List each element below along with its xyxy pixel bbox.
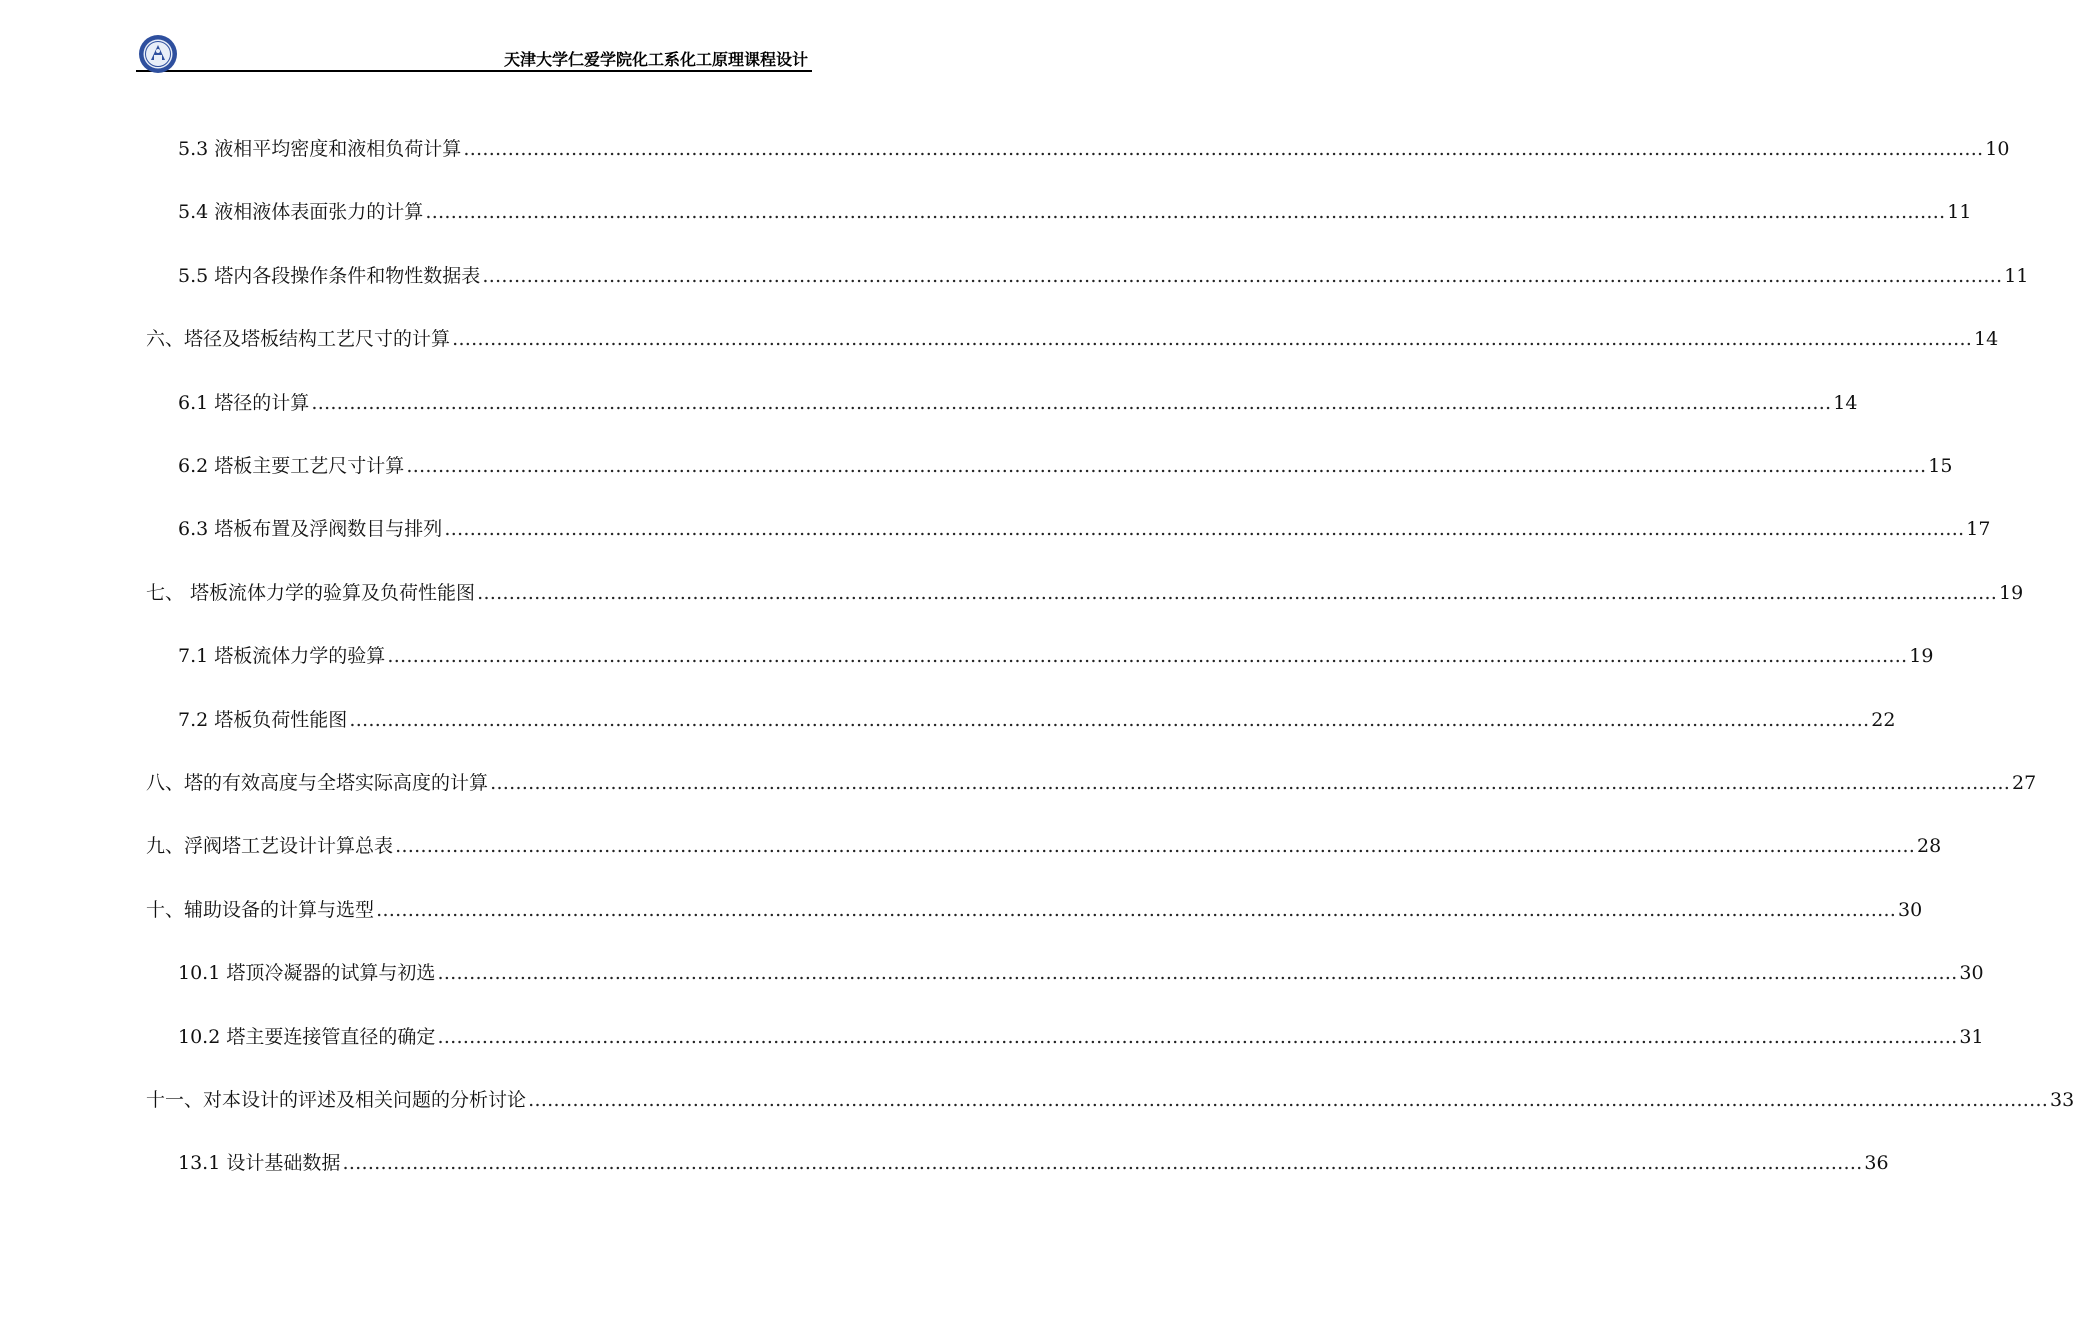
toc-leader-dots: …………………………………………………………………………………………………………………………………………………………………………………………………………………… — [311, 391, 1832, 414]
toc-entry[interactable] — [178, 958, 1984, 988]
toc-entry[interactable] — [146, 1085, 2074, 1115]
toc-entry-title: 六、塔径及塔板结构工艺尺寸的计算 — [146, 328, 451, 351]
toc-entry[interactable] — [178, 388, 1858, 418]
toc-entry-title: 10.2 塔主要连接管直径的确定 — [178, 1025, 436, 1048]
toc-entry-page: 30 — [1959, 962, 1984, 985]
toc-leader-dots: …………………………………………………………………………………………………………………………………………………………………………………………………………………… — [406, 455, 1927, 477]
toc-entry[interactable] — [178, 451, 1953, 481]
toc-entry-page: 15 — [1928, 455, 1953, 477]
toc-leader-dots: …………………………………………………………………………………………………………………………………………………………………………………………………………………… — [463, 138, 1984, 160]
toc-entry[interactable] — [178, 197, 1972, 227]
toc-entry-page: 22 — [1871, 708, 1896, 731]
toc-entry-title: 13.1 设计基础数据 — [178, 1152, 341, 1175]
toc-leader-dots: …………………………………………………………………………………………………………………………………………………………………………………………………………………… — [477, 581, 1998, 604]
toc-entry-title: 八、塔的有效高度与全塔实际高度的计算 — [146, 772, 489, 794]
toc-leader-dots: …………………………………………………………………………………………………………………………………………………………………………………………………………………… — [437, 1025, 1958, 1048]
toc-entry[interactable] — [146, 895, 1923, 925]
toc-entry-page: 33 — [2050, 1089, 2074, 1111]
toc-entry[interactable] — [178, 705, 1896, 735]
toc-entry[interactable] — [146, 324, 1999, 354]
toc-entry[interactable] — [178, 514, 1991, 544]
toc-entry[interactable] — [146, 768, 2037, 798]
toc-entry-title: 6.1 塔径的计算 — [178, 391, 310, 414]
toc-entry-title: 九、浮阀塔工艺设计计算总表 — [146, 835, 394, 858]
toc-entry-page: 19 — [1999, 581, 2024, 604]
toc-entry-title: 5.4 液相液体表面张力的计算 — [178, 201, 424, 224]
toc-leader-dots: …………………………………………………………………………………………………………………………………………………………………………………………………………………… — [425, 201, 1946, 224]
toc-entry-title: 7.2 塔板负荷性能图 — [178, 708, 348, 731]
toc-leader-dots: …………………………………………………………………………………………………………………………………………………………………………………………………………………… — [444, 518, 1965, 541]
toc-entry-title: 5.5 塔内各段操作条件和物性数据表 — [178, 264, 481, 287]
toc-leader-dots: …………………………………………………………………………………………………………………………………………………………………………………………………………………… — [490, 772, 2011, 794]
toc-leader-dots: …………………………………………………………………………………………………………………………………………………………………………………………………………………… — [395, 835, 1916, 858]
toc-entry-title: 5.3 液相平均密度和液相负荷计算 — [178, 138, 462, 160]
toc-leader-dots: …………………………………………………………………………………………………………………………………………………………………………………………………………………… — [482, 264, 2003, 287]
toc-leader-dots: …………………………………………………………………………………………………………………………………………………………………………………………………………………… — [452, 328, 1973, 351]
toc-entry-page: 19 — [1909, 645, 1934, 668]
toc-entry-page: 11 — [1947, 201, 1972, 224]
toc-entry-page: 10 — [1985, 138, 2010, 160]
toc-leader-dots: …………………………………………………………………………………………………………………………………………………………………………………………………………………… — [437, 962, 1958, 985]
toc-entry[interactable] — [178, 641, 1934, 671]
toc-entry[interactable] — [178, 1022, 1984, 1052]
toc-entry-page: 14 — [1974, 328, 1999, 351]
header-title: 天津大学仁爱学院化工系化工原理课程设计 — [503, 50, 808, 69]
toc-entry-title: 十一、对本设计的评述及相关问题的分析讨论 — [146, 1089, 527, 1111]
toc-leader-dots: …………………………………………………………………………………………………………………………………………………………………………………………………………………… — [528, 1089, 2049, 1111]
toc-entry-title: 七、 塔板流体力学的验算及负荷性能图 — [146, 581, 476, 604]
toc-entry-title: 6.2 塔板主要工艺尺寸计算 — [178, 455, 405, 477]
toc-entry[interactable] — [178, 1148, 1889, 1178]
toc-entry[interactable] — [146, 578, 2024, 608]
toc-entry-title: 6.3 塔板布置及浮阀数目与排列 — [178, 518, 443, 541]
toc-entry-page: 27 — [2012, 772, 2037, 794]
toc-entry-page: 36 — [1864, 1152, 1889, 1175]
toc-entry-page: 31 — [1959, 1025, 1984, 1048]
toc-entry-title: 7.1 塔板流体力学的验算 — [178, 645, 386, 668]
toc-entry[interactable] — [178, 134, 2010, 164]
toc-entry-title: 10.1 塔顶冷凝器的试算与初选 — [178, 962, 436, 985]
toc-entry[interactable] — [178, 261, 2029, 291]
toc-entry[interactable] — [146, 831, 1942, 861]
toc-entry-page: 14 — [1833, 391, 1858, 414]
toc-leader-dots: …………………………………………………………………………………………………………………………………………………………………………………………………………………… — [376, 898, 1897, 921]
toc-entry-page: 11 — [2004, 264, 2029, 287]
toc-leader-dots: …………………………………………………………………………………………………………………………………………………………………………………………………………………… — [349, 708, 1870, 731]
toc-entry-page: 28 — [1917, 835, 1942, 858]
toc-entry-page: 17 — [1966, 518, 1991, 541]
toc-leader-dots: …………………………………………………………………………………………………………………………………………………………………………………………………………………… — [342, 1152, 1863, 1175]
toc-entry-title: 十、辅助设备的计算与选型 — [146, 898, 375, 921]
page-header — [136, 30, 812, 72]
toc-entry-page: 30 — [1898, 898, 1923, 921]
toc-leader-dots: …………………………………………………………………………………………………………………………………………………………………………………………………………………… — [387, 645, 1908, 668]
university-seal-icon — [138, 34, 178, 74]
